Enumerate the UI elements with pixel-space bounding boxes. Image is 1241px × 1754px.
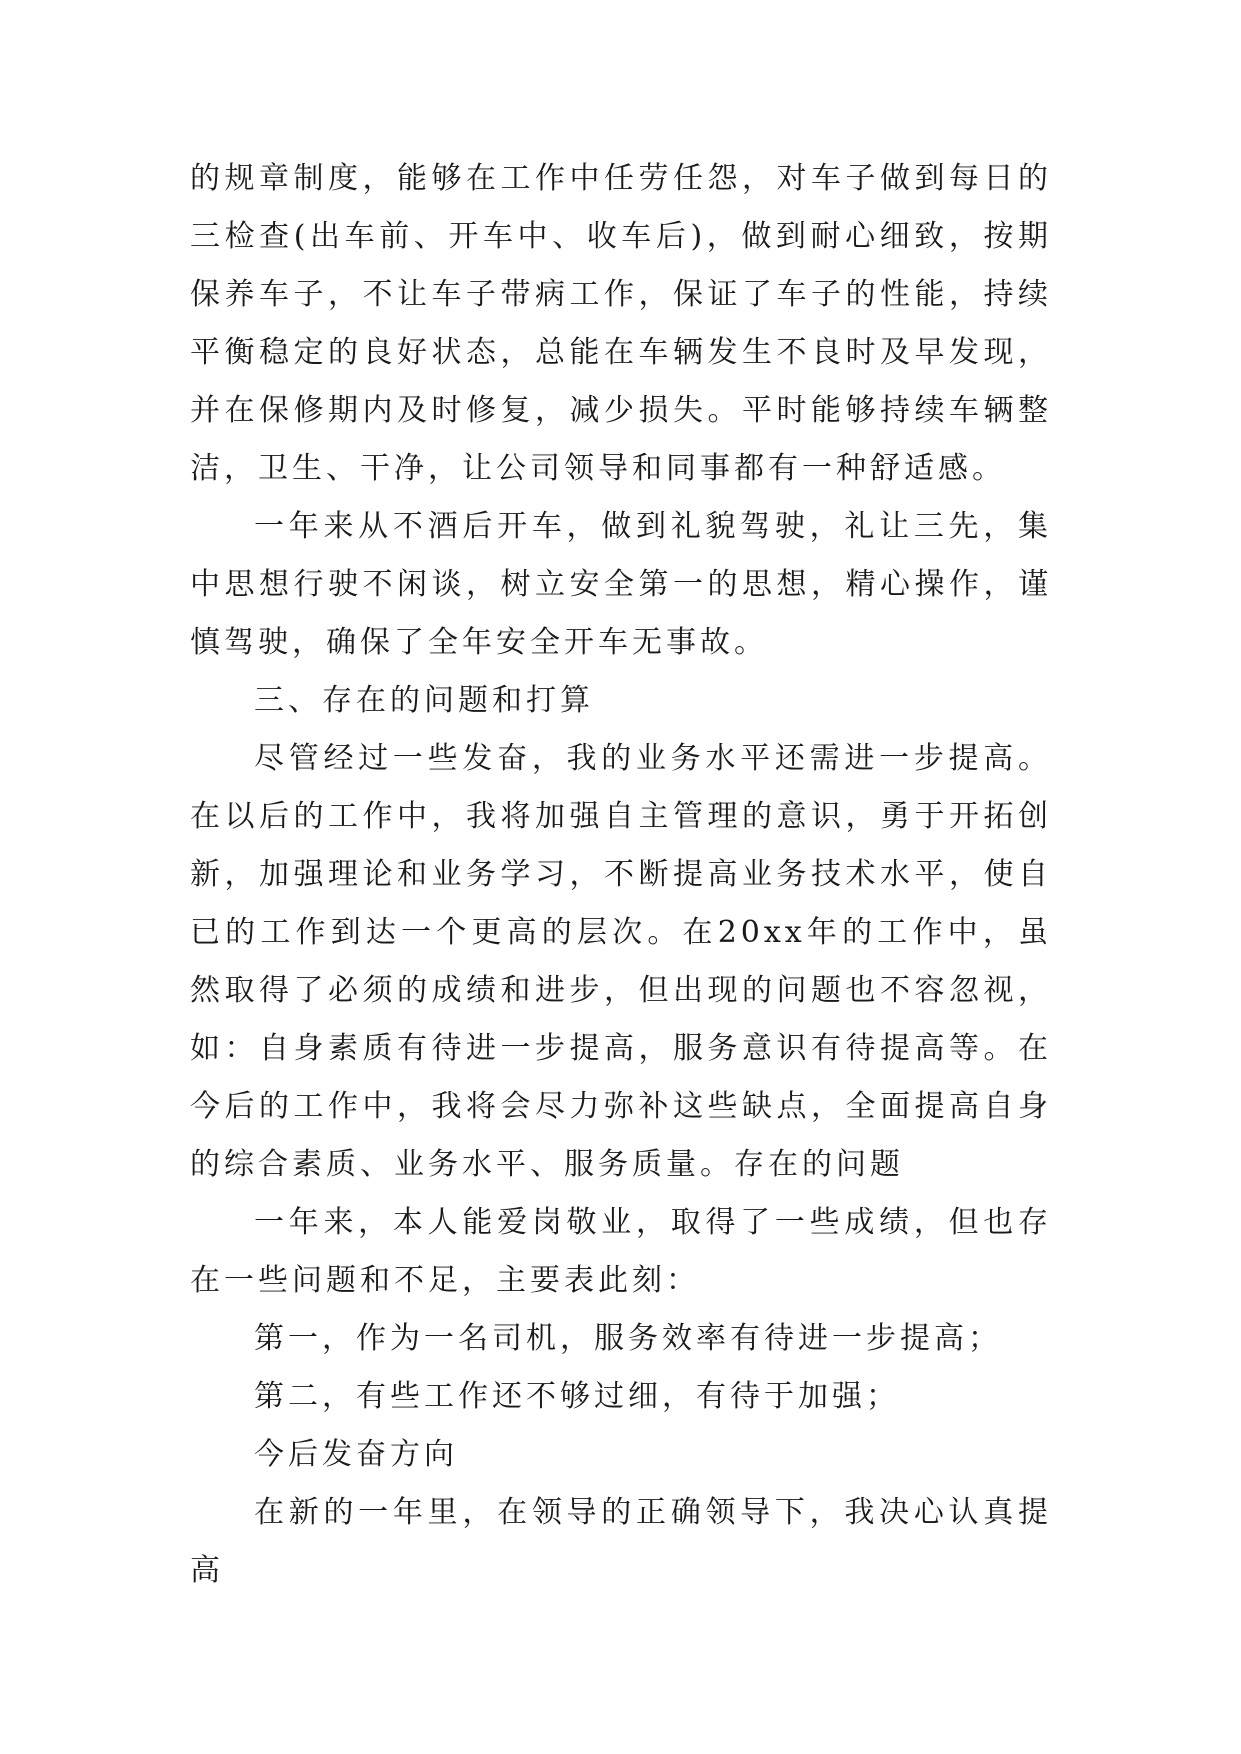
paragraph-shortcomings: 一年来，本人能爱岗敬业，取得了一些成绩，但也存在一些问题和不足，主要表此刻： xyxy=(190,1205,1052,1298)
paragraph-improvement: 尽管经过一些发奋，我的业务水平还需进一步提高。在以后的工作中，我将加强自主管理的意识，勇于开拓创新，加强理论和业务学习，不断提高业务技术水平，使自已的工作到达一个更高的层次。在20xx年的工作中，虽然取得了必须的成绩和进步，但出现的问题也不容忽视，如：自身素质有待进一步提高，服务意识有待提高等。在今后的工作中，我将会尽力弥补这些缺点，全面提高自身的综合素质、业务水平、服务质量。存在的问题 xyxy=(190,741,1052,1182)
section-heading-future-direction: 今后发奋方向 xyxy=(254,1437,458,1472)
list-item-first: 第一，作为一名司机，服务效率有待进一步提高； xyxy=(254,1321,1002,1356)
list-item-second: 第二，有些工作还不够过细，有待于加强； xyxy=(254,1379,900,1414)
section-heading-problems-plans: 三、存在的问题和打算 xyxy=(254,683,594,718)
paragraph-safe-driving: 一年来从不酒后开车，做到礼貌驾驶，礼让三先，集中思想行驶不闲谈，树立安全第一的思想，精心操作，谨慎驾驶，确保了全年安全开车无事故。 xyxy=(190,509,1052,660)
document-body xyxy=(190,150,1052,1600)
paragraph-vehicle-maintenance: 的规章制度，能够在工作中任劳任怨，对车子做到每日的三检查(出车前、开车中、收车后)，做到耐心细致，按期保养车子，不让车子带病工作，保证了车子的性能，持续平衡稳定的良好状态，总能在车辆发生不良时及早发现，并在保修期内及时修复，减少损失。平时能够持续车辆整洁，卫生、干净，让公司领导和同事都有一种舒适感。 xyxy=(190,161,1052,486)
paragraph-new-year: 在新的一年里，在领导的正确领导下，我决心认真提高 xyxy=(190,1495,1052,1588)
